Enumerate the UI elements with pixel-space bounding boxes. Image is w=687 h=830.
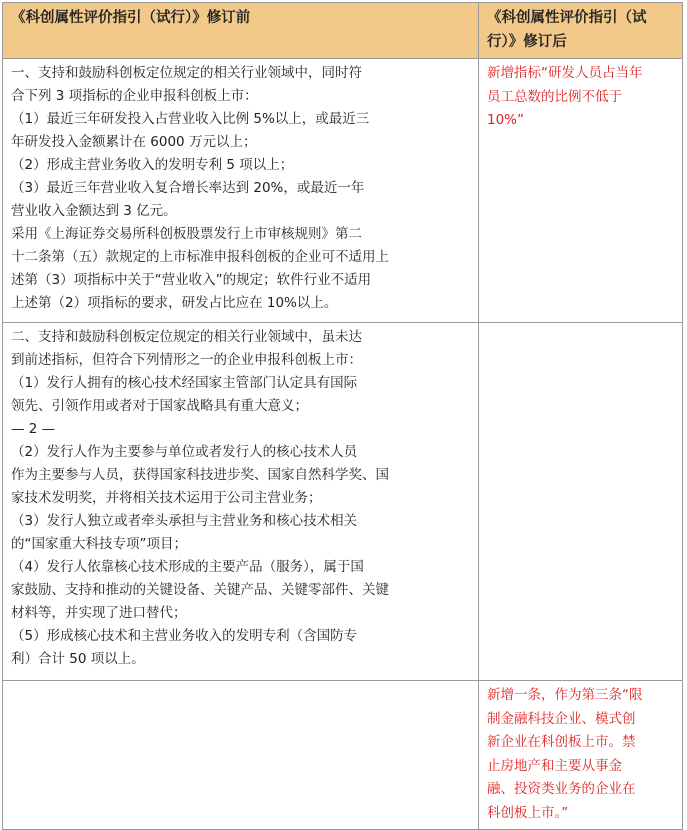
text-line: （2）形成主营业务收入的发明专利 5 项以上；	[11, 157, 294, 173]
text-line: 作为主要参与人员，获得国家科技进步奖、国家自然科学奖、国	[11, 467, 389, 483]
header-row	[3, 3, 683, 59]
comparison-table	[2, 2, 683, 830]
after-cell: 新增指标“研发人员占当年 员工总数的比例不低于 10%”	[479, 59, 683, 323]
table-row	[3, 59, 683, 323]
text-line: 十二条第（五）款规定的上市标准申报科创板的企业可不适用上	[11, 249, 389, 265]
text-line: 采用《上海证券交易所科创板股票发行上市审核规则》第二	[11, 226, 362, 242]
text-line: 上述第（2）项指标的要求，研发占比应在 10%以上。	[11, 295, 338, 311]
text-line: 家鼓励、支持和推动的关键设备、关键产品、关键零部件、关键	[11, 582, 389, 598]
text-line: （1）发行人拥有的核心技术经国家主管部门认定具有国际	[11, 375, 358, 391]
text-line: 年研发投入金额累计在 6000 万元以上；	[11, 134, 257, 150]
text-line: 利）合计 50 项以上。	[11, 651, 145, 667]
text-line: 材料等，并实现了进口替代；	[11, 605, 187, 621]
header-before: 《科创属性评价指引（试行）》修订前	[3, 3, 479, 59]
after-cell	[479, 323, 683, 681]
text-line: 二、支持和鼓励科创板定位规定的相关行业领域中，虽未达	[11, 329, 362, 345]
text-line: 述第（3）项指标中关于“营业收入”的规定；软件行业不适用	[11, 272, 372, 288]
before-cell	[3, 323, 479, 681]
text-line: 一、支持和鼓励科创板定位规定的相关行业领域中，同时符	[11, 65, 362, 81]
text-line: （2）发行人作为主要参与单位或者发行人的核心技术人员	[11, 444, 358, 460]
text-line: （3）发行人独立或者牵头承担与主营业务和核心技术相关	[11, 513, 358, 529]
table-row	[3, 323, 683, 681]
table-row	[3, 681, 683, 830]
text-line: （4）发行人依靠核心技术形成的主要产品（服务），属于国	[11, 559, 364, 575]
header-after: 《科创属性评价指引（试 行）》修订后	[479, 3, 683, 59]
text-line: 到前述指标，但符合下列情形之一的企业申报科创板上市：	[11, 352, 362, 368]
text-line: 领先、引领作用或者对于国家战略具有重大意义；	[11, 398, 308, 414]
before-cell	[3, 681, 479, 830]
text-line: （3）最近三年营业收入复合增长率达到 20%，或最近一年	[11, 180, 365, 196]
text-line: （5）形成核心技术和主营业务收入的发明专利（含国防专	[11, 628, 358, 644]
text-line: 合下列 3 项指标的企业申报科创板上市：	[11, 88, 258, 104]
text-line: 营业收入金额达到 3 亿元。	[11, 203, 177, 219]
after-cell: 新增一条，作为第三条“限 制金融科技企业、模式创 新企业在科创板上市。禁 止房地产和主要从事金 融、投资类业务的企业在 科创板上市。”	[479, 681, 683, 830]
text-line: 的“国家重大科技专项”项目；	[11, 536, 187, 552]
page-number-mark: — 2 —	[11, 421, 56, 437]
text-line: 家技术发明奖，并将相关技术运用于公司主营业务；	[11, 490, 322, 506]
before-cell	[3, 59, 479, 323]
text-line: （1）最近三年研发投入占营业收入比例 5%以上，或最近三	[11, 111, 370, 127]
